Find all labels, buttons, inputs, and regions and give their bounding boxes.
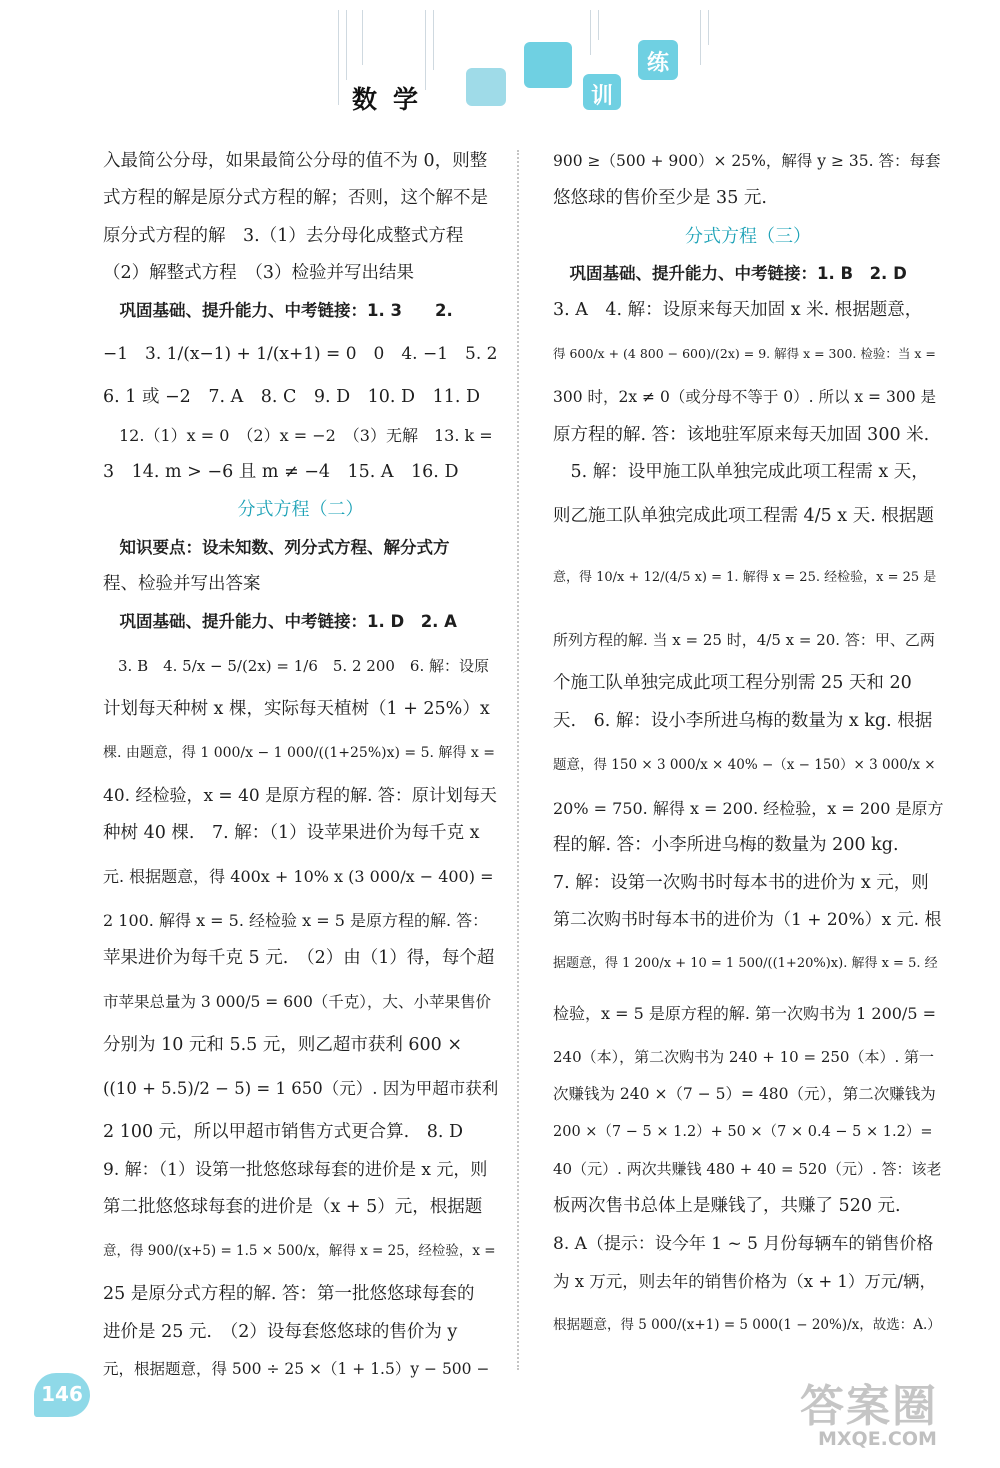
watermark (800, 1370, 990, 1460)
text-line: 240（本），第二次购书为 240 + 10 = 250（本）. 第一 (553, 1048, 934, 1067)
text-line: 40（元）. 两次共赚钱 480 + 40 = 520（元）. 答：该老 (553, 1160, 942, 1179)
text-line: 900 ≥（500 + 900）× 25%，解得 y ≥ 35. 答：每套 (553, 152, 941, 170)
text-line: 为 x 万元，则去年的销售价格为（x + 1）万元/辆， (553, 1271, 936, 1291)
text-line: 悠悠球的售价至少是 35 元. (553, 188, 767, 209)
text-line: 25 是原分式方程的解. 答：第一批悠悠球每套的 (103, 1284, 475, 1305)
text-line: 3 14. m > −6 且 m ≠ −4 15. A 16. D (103, 462, 459, 483)
title-block-1 (466, 68, 506, 106)
text-line: 意，得 900/(x+5) = 1.5 × 500/x，解得 x = 25，经检验，x = (103, 1243, 496, 1260)
text-line: 天. 6. 解：设小李所进乌梅的数量为 x kg. 根据 (553, 710, 933, 731)
title-char-2: 练 (647, 51, 670, 76)
text-line: 种树 40 棵. 7. 解：（1）设苹果进价为每千克 x (103, 823, 480, 844)
text-line: 9. 解：（1）设第一批悠悠球每套的进价是 x 元，则 (103, 1159, 488, 1180)
page-number-badge (34, 1373, 90, 1417)
text-line: 分别为 10 元和 5.5 元，则乙超市获利 600 × (103, 1035, 463, 1056)
subject-title: 数学 (352, 85, 435, 114)
text-line: 元，根据题意，得 500 ÷ 25 ×（1 + 1.5）y − 500 − (103, 1359, 490, 1378)
text-line: 20% = 750. 解得 x = 200. 经检验，x = 200 是原方 (553, 798, 944, 818)
text-line: 巩固基础、提升能力、中考链接：1. D 2. A (103, 612, 457, 632)
text-line: 板两次售书总体上是赚钱了，共赚了 520 元. (553, 1196, 901, 1217)
text-line: 3. A 4. 解：设原来每天加固 x 米. 根据题意， (553, 300, 923, 321)
text-line: 程的解. 答：小李所进乌梅的数量为 200 kg. (553, 835, 899, 856)
text-line: 2 100 元，所以甲超市销售方式更合算. 8. D (103, 1122, 464, 1143)
text-line: 巩固基础、提升能力、中考链接：1. B 2. D (553, 263, 907, 283)
text-line: 意，得 10/x + 12/(4/5 x) = 1. 解得 x = 25. 经检验，x = 25 是 (553, 570, 937, 586)
text-line: 据题意，得 1 200/x + 10 = 1 500/((1+20%)x). 解得 x = 5. 经 (553, 956, 938, 972)
text-line: 次赚钱为 240 ×（7 − 5）= 480（元），第二次赚钱为 (553, 1085, 936, 1104)
text-line: 2 100. 解得 x = 5. 经检验 x = 5 是原方程的解. 答： (103, 911, 489, 931)
text-line: 第二次购书时每本书的进价为（1 + 20%）x 元. 根 (553, 909, 942, 930)
text-line: 6. 1 或 −2 7. A 8. C 9. D 10. D 11. D (103, 387, 481, 408)
text-line: 个施工队单独完成此项工程分别需 25 天和 20 (553, 673, 912, 694)
right-column (553, 143, 943, 1350)
left-column (103, 143, 498, 1388)
text-line: 知识要点：设未知数、列分式方程、解分式方 (103, 537, 450, 557)
text-line: 元. 根据题意，得 400x + 10% x (3 000/x − 400) = (103, 867, 494, 887)
text-line: 12.（1）x = 0 （2）x = −2 （3）无解 13. k = (103, 425, 493, 445)
text-line: （2）解整式方程 （3）检验并写出结果 (103, 262, 415, 283)
text-line: 市苹果总量为 3 000/5 = 600（千克），大、小苹果售价 (103, 993, 492, 1012)
text-line: 入最简公分母，如果最简公分母的值不为 0，则整 (103, 151, 488, 171)
text-line: 200 ×（7 − 5 × 1.2）+ 50 ×（7 × 0.4 − 5 × 1.2）= (553, 1123, 933, 1140)
text-line: 所列方程的解. 当 x = 25 时，4/5 x = 20. 答：甲、乙两 (553, 631, 935, 650)
column-divider (517, 150, 519, 1370)
page-header (0, 0, 1000, 140)
text-line: 300 时，2x ≠ 0（或分母不等于 0）. 所以 x = 300 是 (553, 388, 936, 407)
text-line: 苹果进价为每千克 5 元. （2）由（1）得，每个超 (103, 947, 495, 968)
text-line: 7. 解：设第一次购书时每本书的进价为 x 元，则 (553, 872, 929, 893)
text-line: 原分式方程的解 3.（1）去分母化成整式方程 (103, 225, 464, 246)
text-line: 3. B 4. 5/x − 5/(2x) = 1/6 5. 2 200 6. 解：设原 (103, 656, 489, 675)
text-line: 第二批悠悠球每套的进价是（x + 5）元，根据题 (103, 1196, 483, 1217)
text-line: 棵. 由题意，得 1 000/x − 1 000/((1+25%)x) = 5. 解得 x = (103, 744, 495, 761)
text-line: 原方程的解. 答：该地驻军原来每天加固 300 米. (553, 424, 930, 445)
text-line: 得 600/x + (4 800 − 600)/(2x) = 9. 解得 x = 300. 检验：当 x = (553, 346, 936, 362)
watermark-url: MXQE.COM (818, 1428, 937, 1450)
section-heading: 分式方程（三） (685, 225, 811, 247)
text-line: 根据题意，得 5 000/(x+1) = 5 000(1 − 20%)/x，故选：A.） (553, 1317, 941, 1334)
text-line: 巩固基础、提升能力、中考链接：1. 3 2. (103, 301, 453, 321)
watermark-logo: 答案圈 (800, 1381, 938, 1432)
text-line: 式方程的解是原分式方程的解；否则，这个解不是 (103, 188, 488, 209)
title-block-2 (524, 42, 572, 88)
title-char-1: 训 (591, 84, 614, 109)
text-line: 8. A（提示：设今年 1 ~ 5 月份每辆车的销售价格 (553, 1233, 934, 1254)
page-number: 146 (41, 1382, 83, 1406)
text-line: 检验，x = 5 是原方程的解. 第一次购书为 1 200/5 = (553, 1004, 936, 1024)
text-line: 5. 解：设甲施工队单独完成此项工程需 x 天， (553, 462, 929, 483)
text-line: 则乙施工队单独完成此项工程需 4/5 x 天. 根据题 (553, 506, 934, 527)
text-line: −1 3. 1/(x−1) + 1/(x+1) = 0 0 4. −1 5. 2 (103, 344, 498, 365)
section-heading: 分式方程（二） (237, 499, 364, 521)
text-line: 计划每天种树 x 棵，实际每天植树（1 + 25%）x (103, 698, 490, 719)
text-line: 程、检验并写出答案 (103, 573, 261, 594)
text-line: 题意，得 150 × 3 000/x × 40% −（x − 150）× 3 000/x × (553, 756, 936, 773)
text-line: ((10 + 5.5)/2 − 5) = 1 650（元）. 因为甲超市获利 (103, 1079, 499, 1099)
text-line: 进价是 25 元. （2）设每套悠悠球的售价为 y (103, 1321, 458, 1342)
text-line: 40. 经检验，x = 40 是原方程的解. 答：原计划每天 (103, 785, 497, 806)
